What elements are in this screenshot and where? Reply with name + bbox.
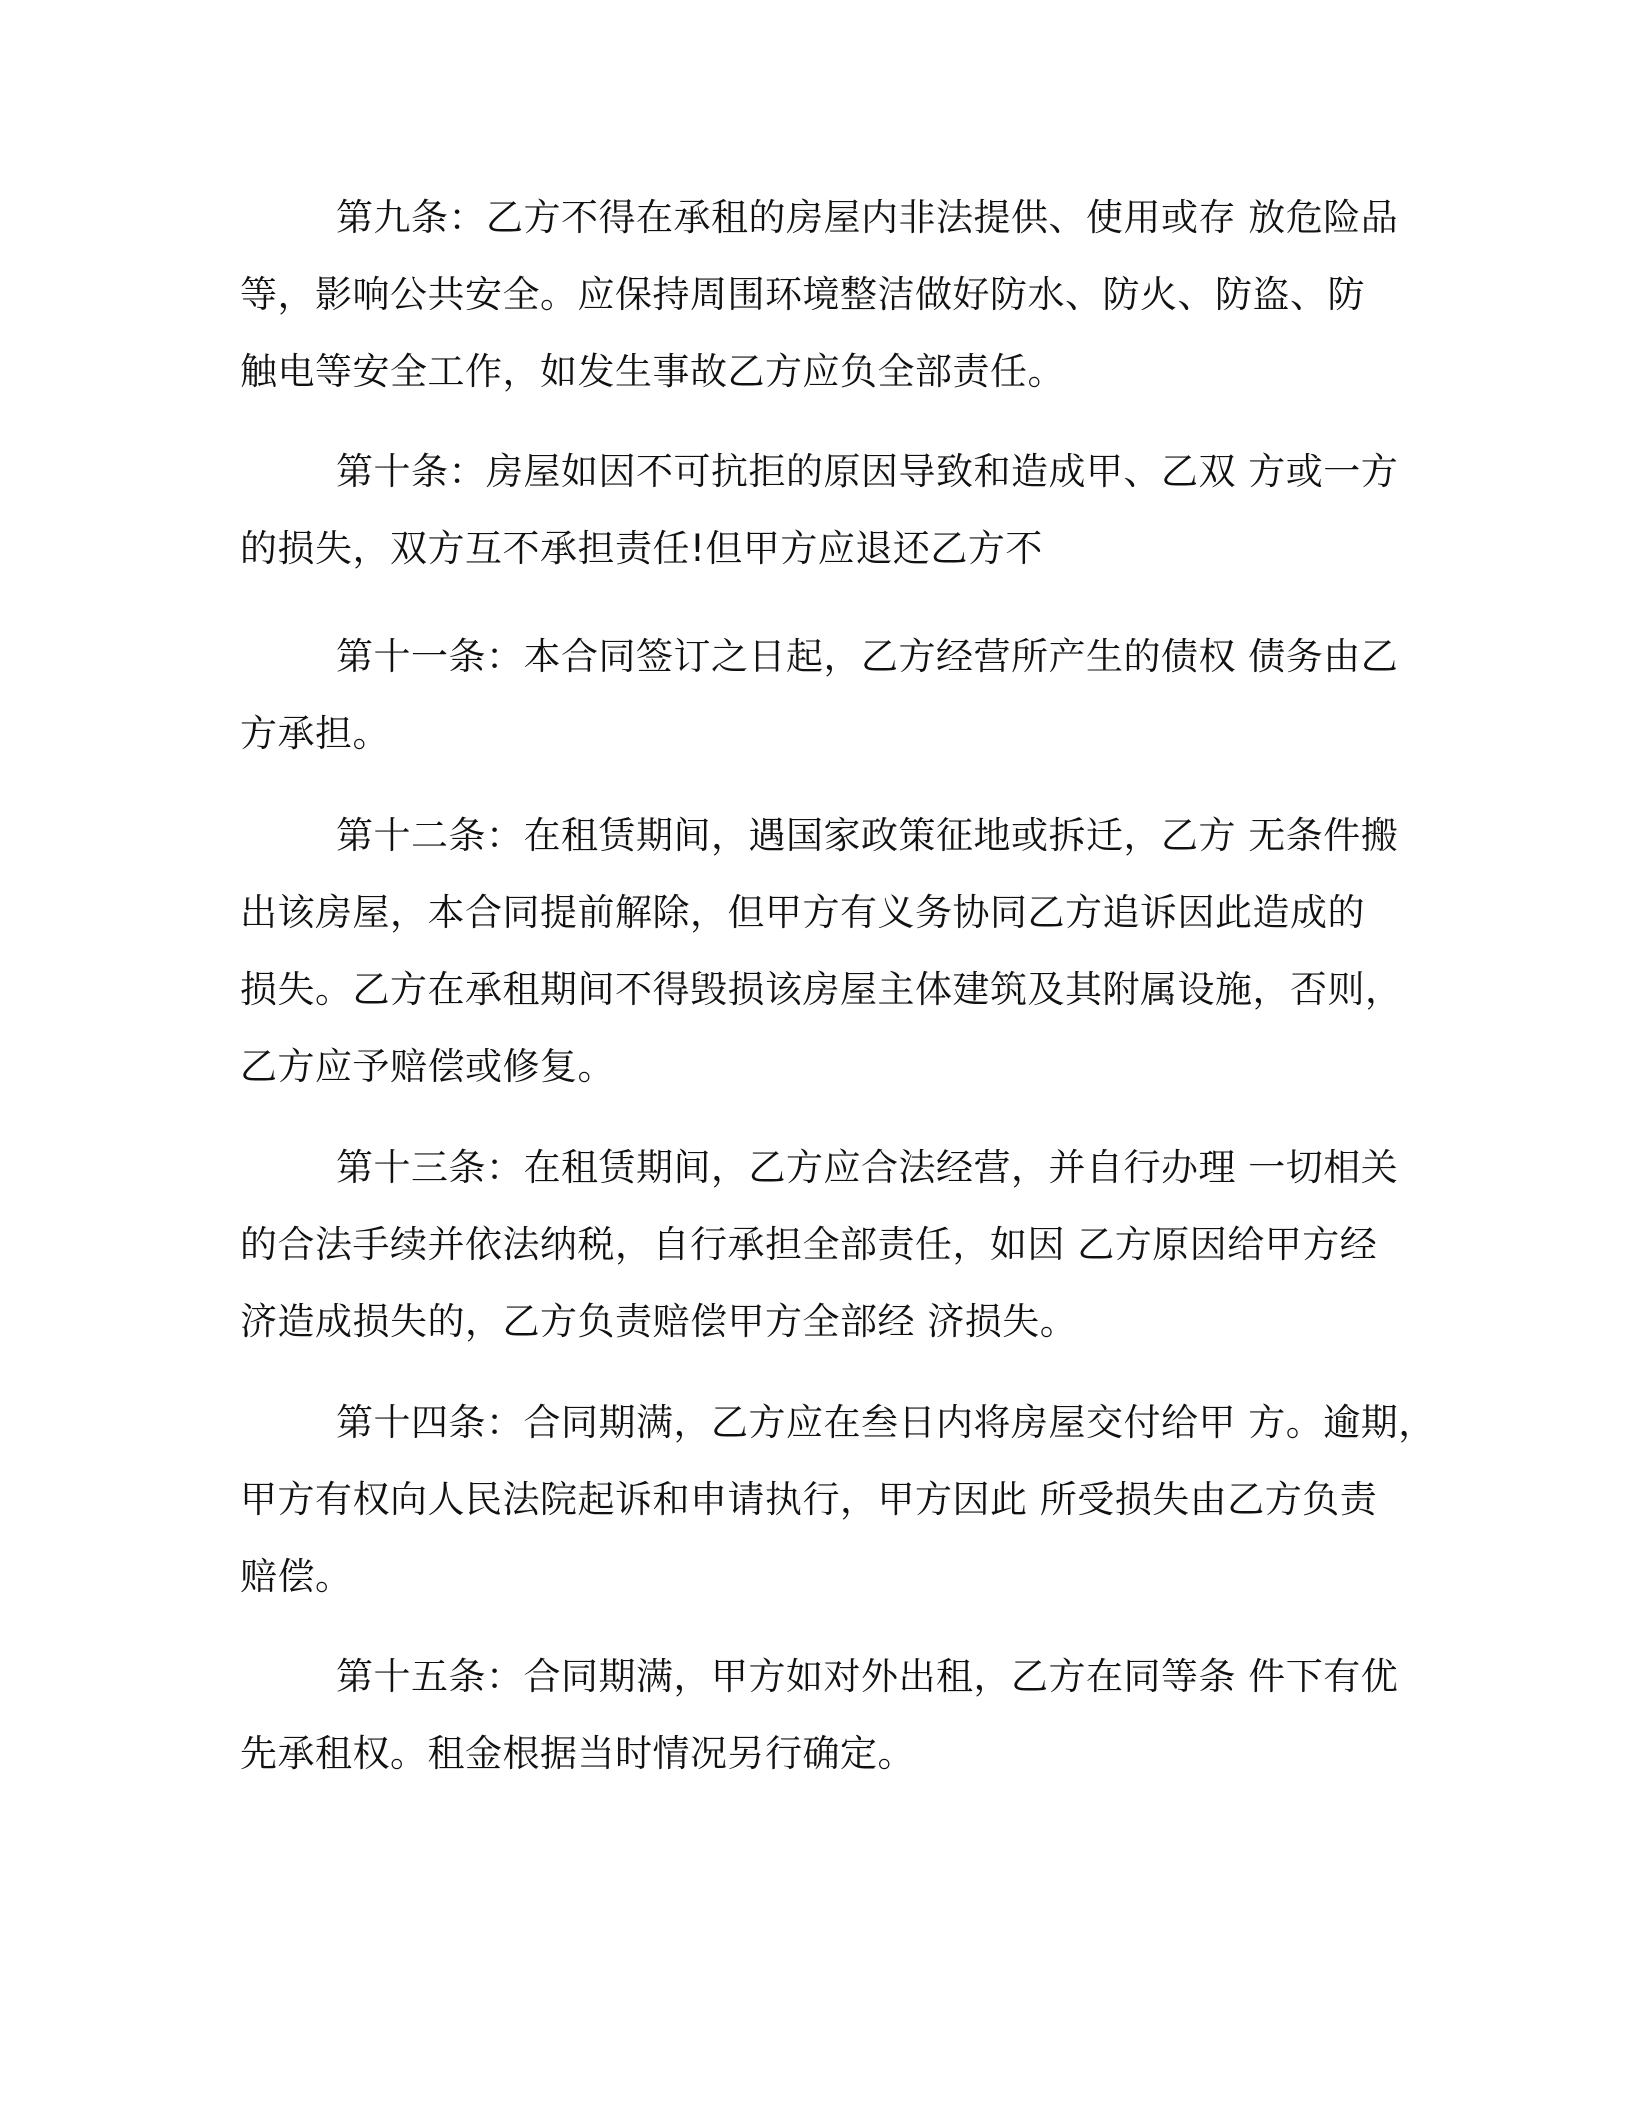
article-line: 等，影响公共安全。应保持周围环境整洁做好防水、防火、防盗、防 [240,273,1365,316]
article-line: 触电等安全工作，如发生事故乙方应负全部责任。 [240,350,1065,393]
article-line: 第九条：乙方不得在承租的房屋内非法提供、使用或存 放危险品 [336,196,1399,239]
article-line: 第十二条：在租赁期间，遇国家政策征地或拆迁，乙方 无条件搬 [336,814,1399,857]
article-line: 方承担。 [240,712,390,755]
article-line: 的损失，双方互不承担责任!但甲方应退还乙方不 [240,527,1043,570]
article-line: 第十一条：本合同签订之日起，乙方经营所产生的债权 债务由乙 [336,635,1399,678]
article-line: 乙方应予赔偿或修复。 [240,1045,615,1088]
article-line: 第十四条：合同期满，乙方应在叁日内将房屋交付给甲 方。逾期， [336,1401,1436,1444]
article-line: 损失。乙方在承租期间不得毁损该房屋主体建筑及其附属设施，否则， [240,968,1403,1011]
article-line: 济造成损失的，乙方负责赔偿甲方全部经 济损失。 [240,1300,1078,1343]
article-line: 赔偿。 [240,1555,353,1598]
article-line: 出该房屋，本合同提前解除，但甲方有义务协同乙方追诉因此造成的 [240,891,1365,934]
article-line: 的合法手续并依法纳税，自行承担全部责任，如因 乙方原因给甲方经 [240,1223,1378,1266]
article-line: 第十三条：在租赁期间，乙方应合法经营，并自行办理 一切相关 [336,1146,1399,1189]
article-line: 先承租权。租金根据当时情况另行确定。 [240,1732,915,1775]
article-line: 第十条：房屋如因不可抗拒的原因导致和造成甲、乙双 方或一方 [336,450,1399,493]
article-line: 第十五条：合同期满，甲方如对外出租，乙方在同等条 件下有优 [336,1655,1399,1698]
article-line: 甲方有权向人民法院起诉和申请执行，甲方因此 所受损失由乙方负责 [240,1478,1378,1521]
